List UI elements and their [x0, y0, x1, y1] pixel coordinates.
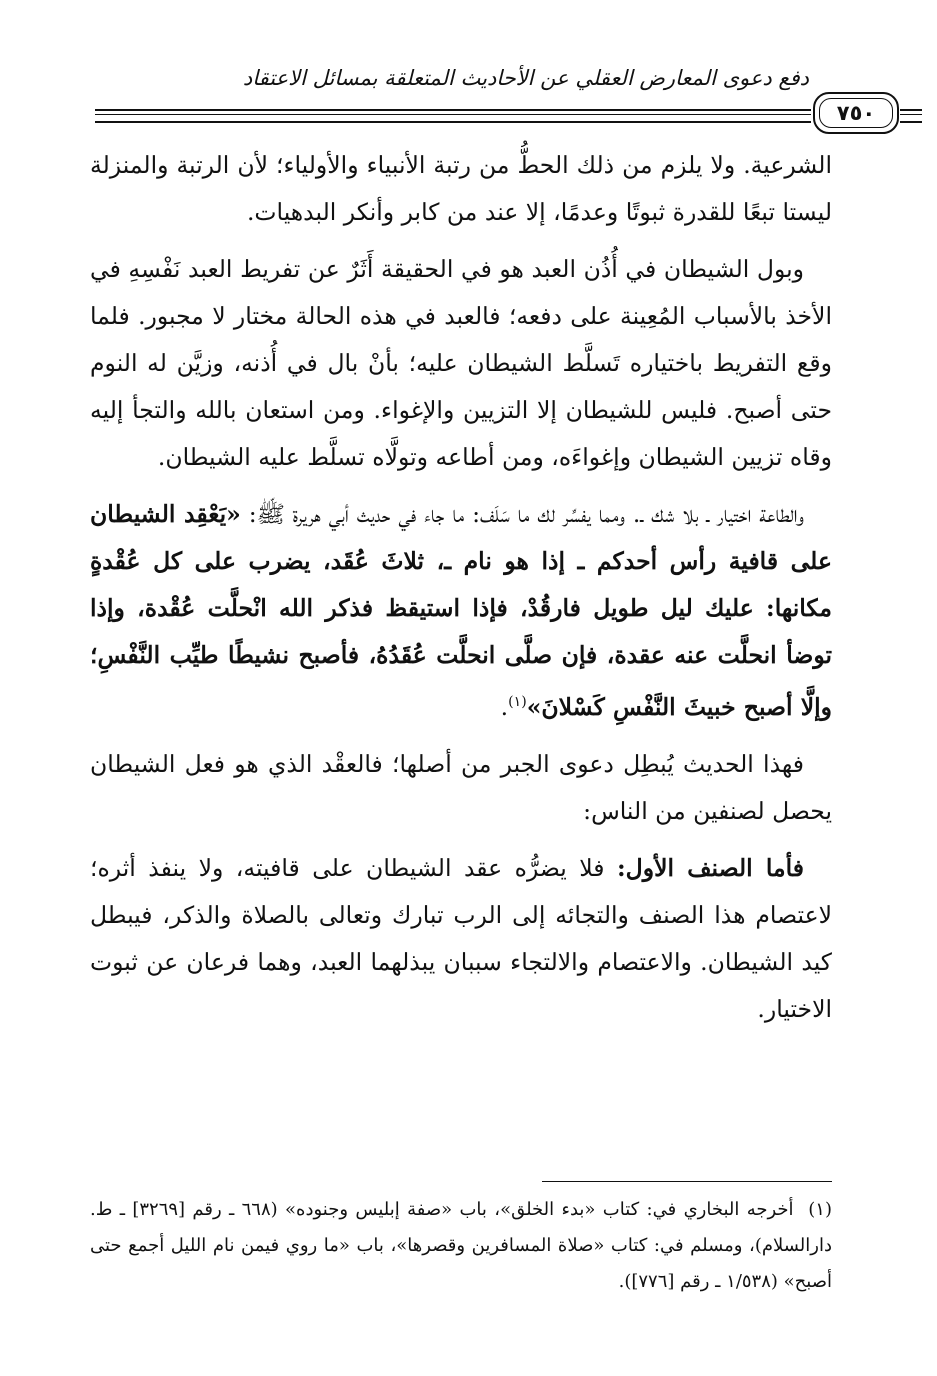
page-number-frame: [813, 92, 899, 134]
footnote-reference[interactable]: (١): [508, 694, 527, 710]
footnote-text: أخرجه البخاري في: كتاب «بدء الخلق»، باب «صفة إبليس وجنوده» (٦٦٨ ـ رقم [٣٢٦٩] ـ ط. دارالسلام)، ومسلم في: كتاب «صلاة المسافرين وقصرها»، باب «ما روي فيمن نام الليل أجمع حتى أصبح» (١/٥٣٨ ـ رقم [٧٧٦]).: [90, 1199, 832, 1292]
running-title: دفع دعوى المعارض العقلي عن الأحاديث المتعلقة بمسائل الاعتقاد: [242, 66, 809, 90]
footnote: [90, 1192, 832, 1300]
header-rule: [900, 121, 922, 123]
hadith-text: «يَعْقِد الشيطان على قافية رأس أحدكم ـ إذا هو نام ـ، ثلاثَ عُقَد، يضرب على كل عُقْدةٍ مكانها: عليك ليل طويل فارقُدْ، فإذا استيقظ فذكر الله انْحلَّت عُقْدة، وإذا توضأ انحلَّت عنه عقدة، فإن صلَّى انحلَّت عُقَدُهُ، فأصبح نشيطًا طيِّب النَّفْسِ؛ وإلَّا أصبح خبيثَ النَّفْسِ كَسْلانَ»: [90, 500, 832, 721]
footnote-marker: (١): [808, 1199, 832, 1220]
header-rule: [95, 114, 811, 115]
paragraph: الشرعية. ولا يلزم من ذلك الحطُّ من رتبة الأنبياء والأولياء؛ لأن الرتبة والمنزلة ليستا تبعًا للقدرة ثبوتًا وعدمًا، إلا عند من كابر وأنكر البدهيات.: [90, 151, 832, 226]
header-rule: [900, 114, 922, 115]
paragraph-text: فلا يضرُّه عقد الشيطان على قافيته، ولا ينفذ أثره؛ لاعتصام هذا الصنف والتجائه إلى الرب تبارك وتعالى بالصلاة والذكر، فيبطل كيد الشيطان. والاعتصام والالتجاء سببان يبذلهما العبد، وهما فرعان عن ثبوت الاختيار.: [90, 853, 832, 1023]
paragraph: [90, 845, 832, 1033]
footnote-entry: [90, 1192, 832, 1300]
paragraph: [90, 491, 832, 731]
footnote-separator: [542, 1181, 832, 1182]
header-rule: [900, 109, 922, 111]
hadith-intro: والطاعة اختيار ـ بلا شك ـ. ومما يفسِّر لك ما سَلَف: ما جاء في حديث أبي هريرة ﷺ:: [240, 500, 804, 528]
header-rule: [95, 109, 811, 111]
sentence-end: .: [500, 692, 509, 721]
header-rule: [95, 121, 811, 123]
lead-phrase: فأما الصنف الأول:: [617, 853, 804, 882]
body-text: [90, 142, 832, 1043]
paragraph: وبول الشيطان في أُذُن العبد هو في الحقيقة أَثَرٌ عن تفريط العبد نَفْسِهِ في الأخذ بالأسباب المُعِينة على دفعه؛ فالعبد في هذه الحالة مختار لا مجبور. فلما وقع التفريط باختياره تَسلَّط الشيطان عليه؛ بأنْ بال في أُذنه، وزيَّن له النوم حتى أصبح. فليس للشيطان إلا التزيين والإغواء. ومن استعان بالله والتجأ إليه وقاه تزيين الشيطان وإغواءَه، ومن أطاعه وتولَّاه تسلَّط عليه الشيطان.: [90, 255, 832, 471]
page-number: ٧٥٠: [819, 98, 893, 128]
paragraph: فهذا الحديث يُبطِل دعوى الجبر من أصلها؛ فالعقْد الذي هو فعل الشيطان يحصل لصنفين من الناس:: [90, 749, 832, 825]
